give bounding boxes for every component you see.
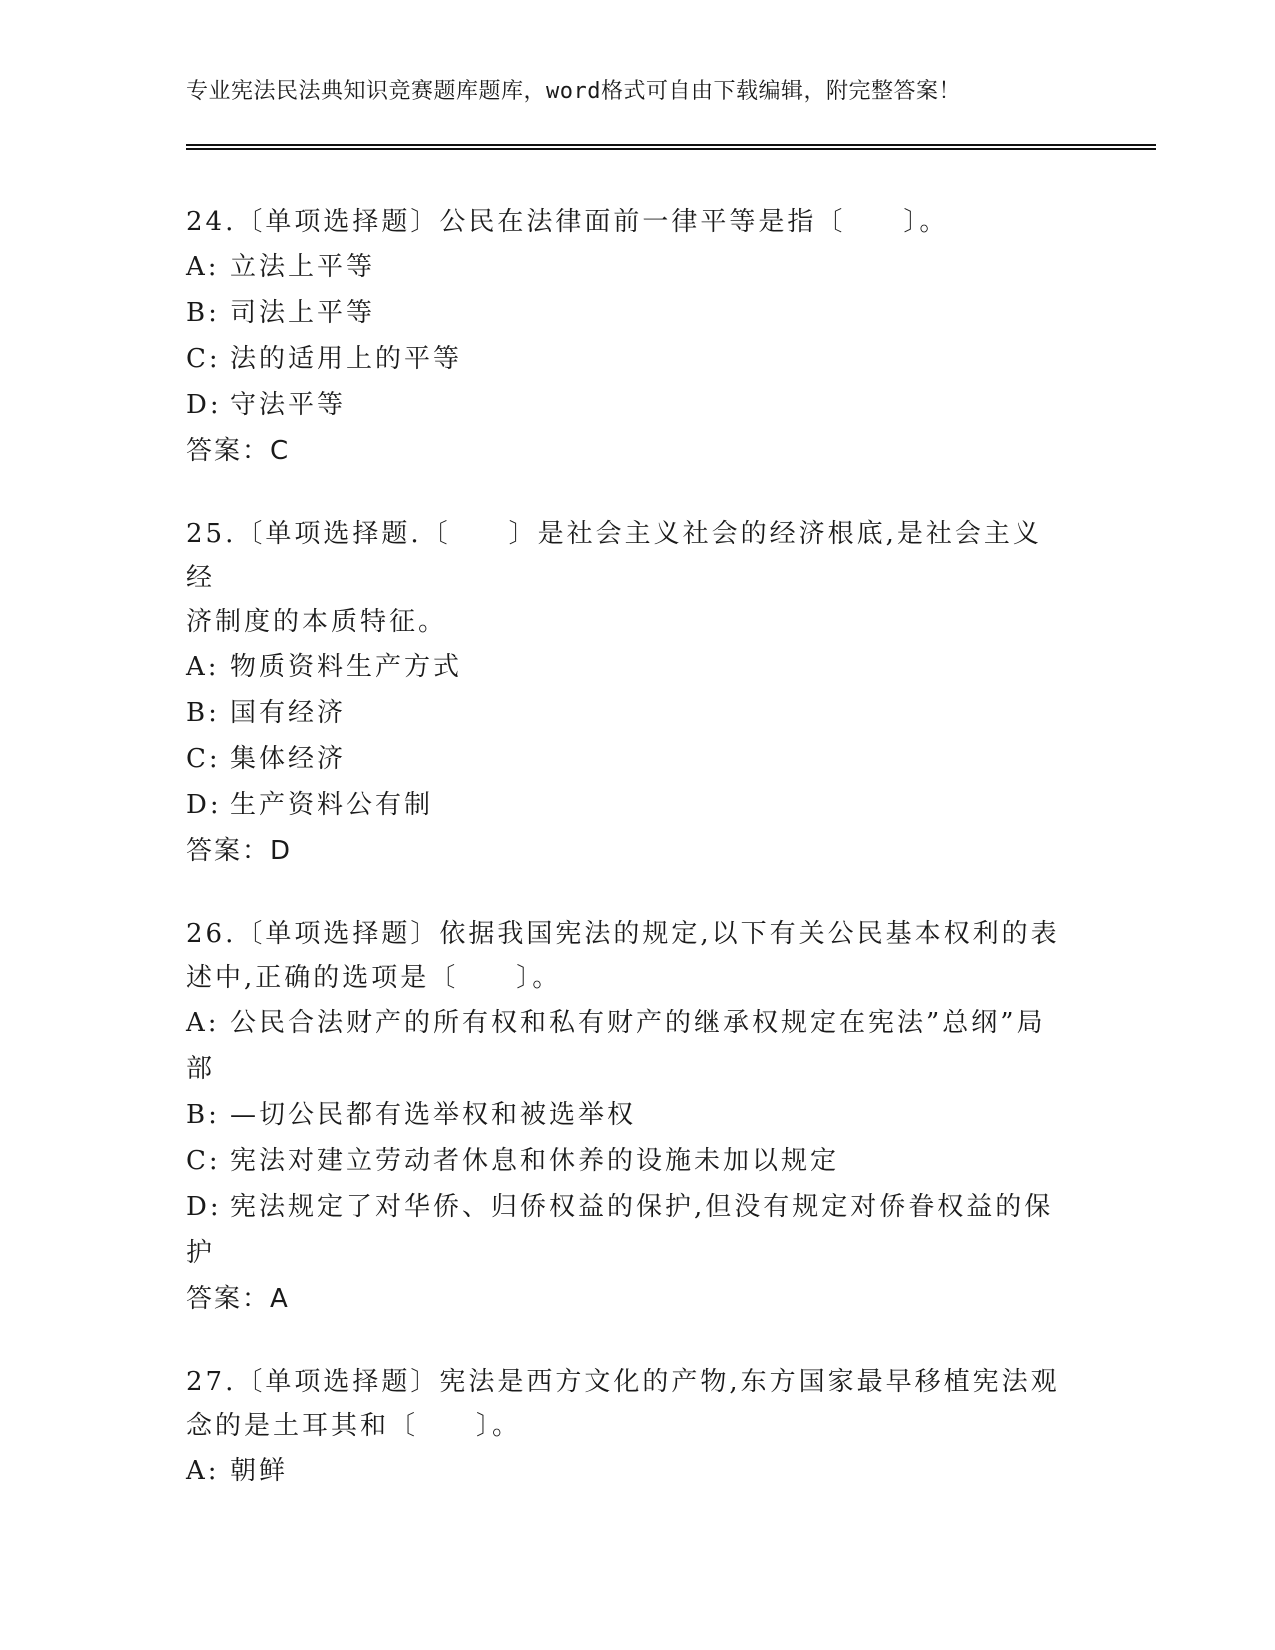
question-stem: 济制度的本质特征。 bbox=[186, 607, 448, 637]
option-key: C: bbox=[186, 744, 221, 774]
answer-option bbox=[186, 1448, 1066, 1494]
option-text: 立法上平等 bbox=[230, 252, 376, 282]
option-text: 法的适用上的平等 bbox=[230, 344, 463, 374]
answer-option bbox=[186, 290, 1066, 336]
answer-option bbox=[186, 1184, 1066, 1230]
answer-option bbox=[186, 1000, 1066, 1046]
option-key: A: bbox=[186, 1008, 220, 1038]
option-text: 公民合法财产的所有权和私有财产的继承权规定在宪法”总纲”局 bbox=[230, 1008, 1046, 1038]
option-text: 物质资料生产方式 bbox=[230, 652, 463, 682]
answer-option bbox=[186, 382, 1066, 428]
answer-key: 答案：C bbox=[186, 436, 291, 466]
option-key: D: bbox=[186, 1192, 222, 1222]
option-text: 宪法对建立劳动者休息和休养的设施未加以规定 bbox=[230, 1146, 840, 1176]
answer-option bbox=[186, 782, 1066, 828]
page-header: 专业宪法民法典知识竞赛题库题库，word格式可自由下载编辑，附完整答案！ bbox=[186, 79, 961, 104]
answer-option bbox=[186, 690, 1066, 736]
option-key: C: bbox=[186, 1146, 221, 1176]
answer-key: 答案：A bbox=[186, 1284, 290, 1314]
question-stem: 念的是土耳其和〔 〕。 bbox=[186, 1411, 522, 1441]
option-key: A: bbox=[186, 1456, 220, 1486]
answer-option bbox=[186, 336, 1066, 382]
question-stem: 25.〔单项选择题.〔 〕是社会主义社会的经济根底,是社会主义经 bbox=[186, 519, 1042, 593]
answer-option bbox=[186, 1092, 1066, 1138]
answer-option bbox=[186, 644, 1066, 690]
option-text: 宪法规定了对华侨、归侨权益的保护,但没有规定对侨眷权益的保 bbox=[230, 1192, 1054, 1222]
question-list bbox=[186, 200, 1066, 1532]
option-text: 生产资料公有制 bbox=[230, 790, 434, 820]
option-text: 护 bbox=[186, 1238, 216, 1268]
option-text: 国有经济 bbox=[230, 698, 347, 728]
option-key: B: bbox=[186, 698, 220, 728]
question-stem: 24.〔单项选择题〕公民在法律面前一律平等是指〔 〕。 bbox=[186, 207, 949, 237]
option-text: —切公民都有选举权和被选举权 bbox=[230, 1100, 637, 1130]
answer-option bbox=[186, 244, 1066, 290]
question-stem: 27.〔单项选择题〕宪法是西方文化的产物,东方国家最早移植宪法观 bbox=[186, 1367, 1060, 1397]
question-block bbox=[186, 1360, 1066, 1494]
answer-option bbox=[186, 736, 1066, 782]
question-block bbox=[186, 512, 1066, 874]
option-key: D: bbox=[186, 790, 222, 820]
option-text: 朝鲜 bbox=[230, 1456, 289, 1486]
option-key: D: bbox=[186, 390, 222, 420]
option-key: B: bbox=[186, 298, 220, 328]
option-key: B: bbox=[186, 1100, 220, 1130]
option-text: 部 bbox=[186, 1054, 216, 1084]
header-divider bbox=[186, 144, 1156, 146]
question-stem: 26.〔单项选择题〕依据我国宪法的规定,以下有关公民基本权利的表 bbox=[186, 919, 1060, 949]
question-block bbox=[186, 912, 1066, 1322]
answer-option bbox=[186, 1046, 1066, 1092]
option-key: C: bbox=[186, 344, 221, 374]
option-text: 集体经济 bbox=[230, 744, 347, 774]
question-block bbox=[186, 200, 1066, 474]
answer-option bbox=[186, 1138, 1066, 1184]
question-stem: 述中,正确的选项是〔 〕。 bbox=[186, 963, 562, 993]
answer-key: 答案：D bbox=[186, 836, 293, 866]
option-text: 守法平等 bbox=[230, 390, 347, 420]
option-key: A: bbox=[186, 252, 220, 282]
option-key: A: bbox=[186, 652, 220, 682]
option-text: 司法上平等 bbox=[230, 298, 376, 328]
answer-option bbox=[186, 1230, 1066, 1276]
